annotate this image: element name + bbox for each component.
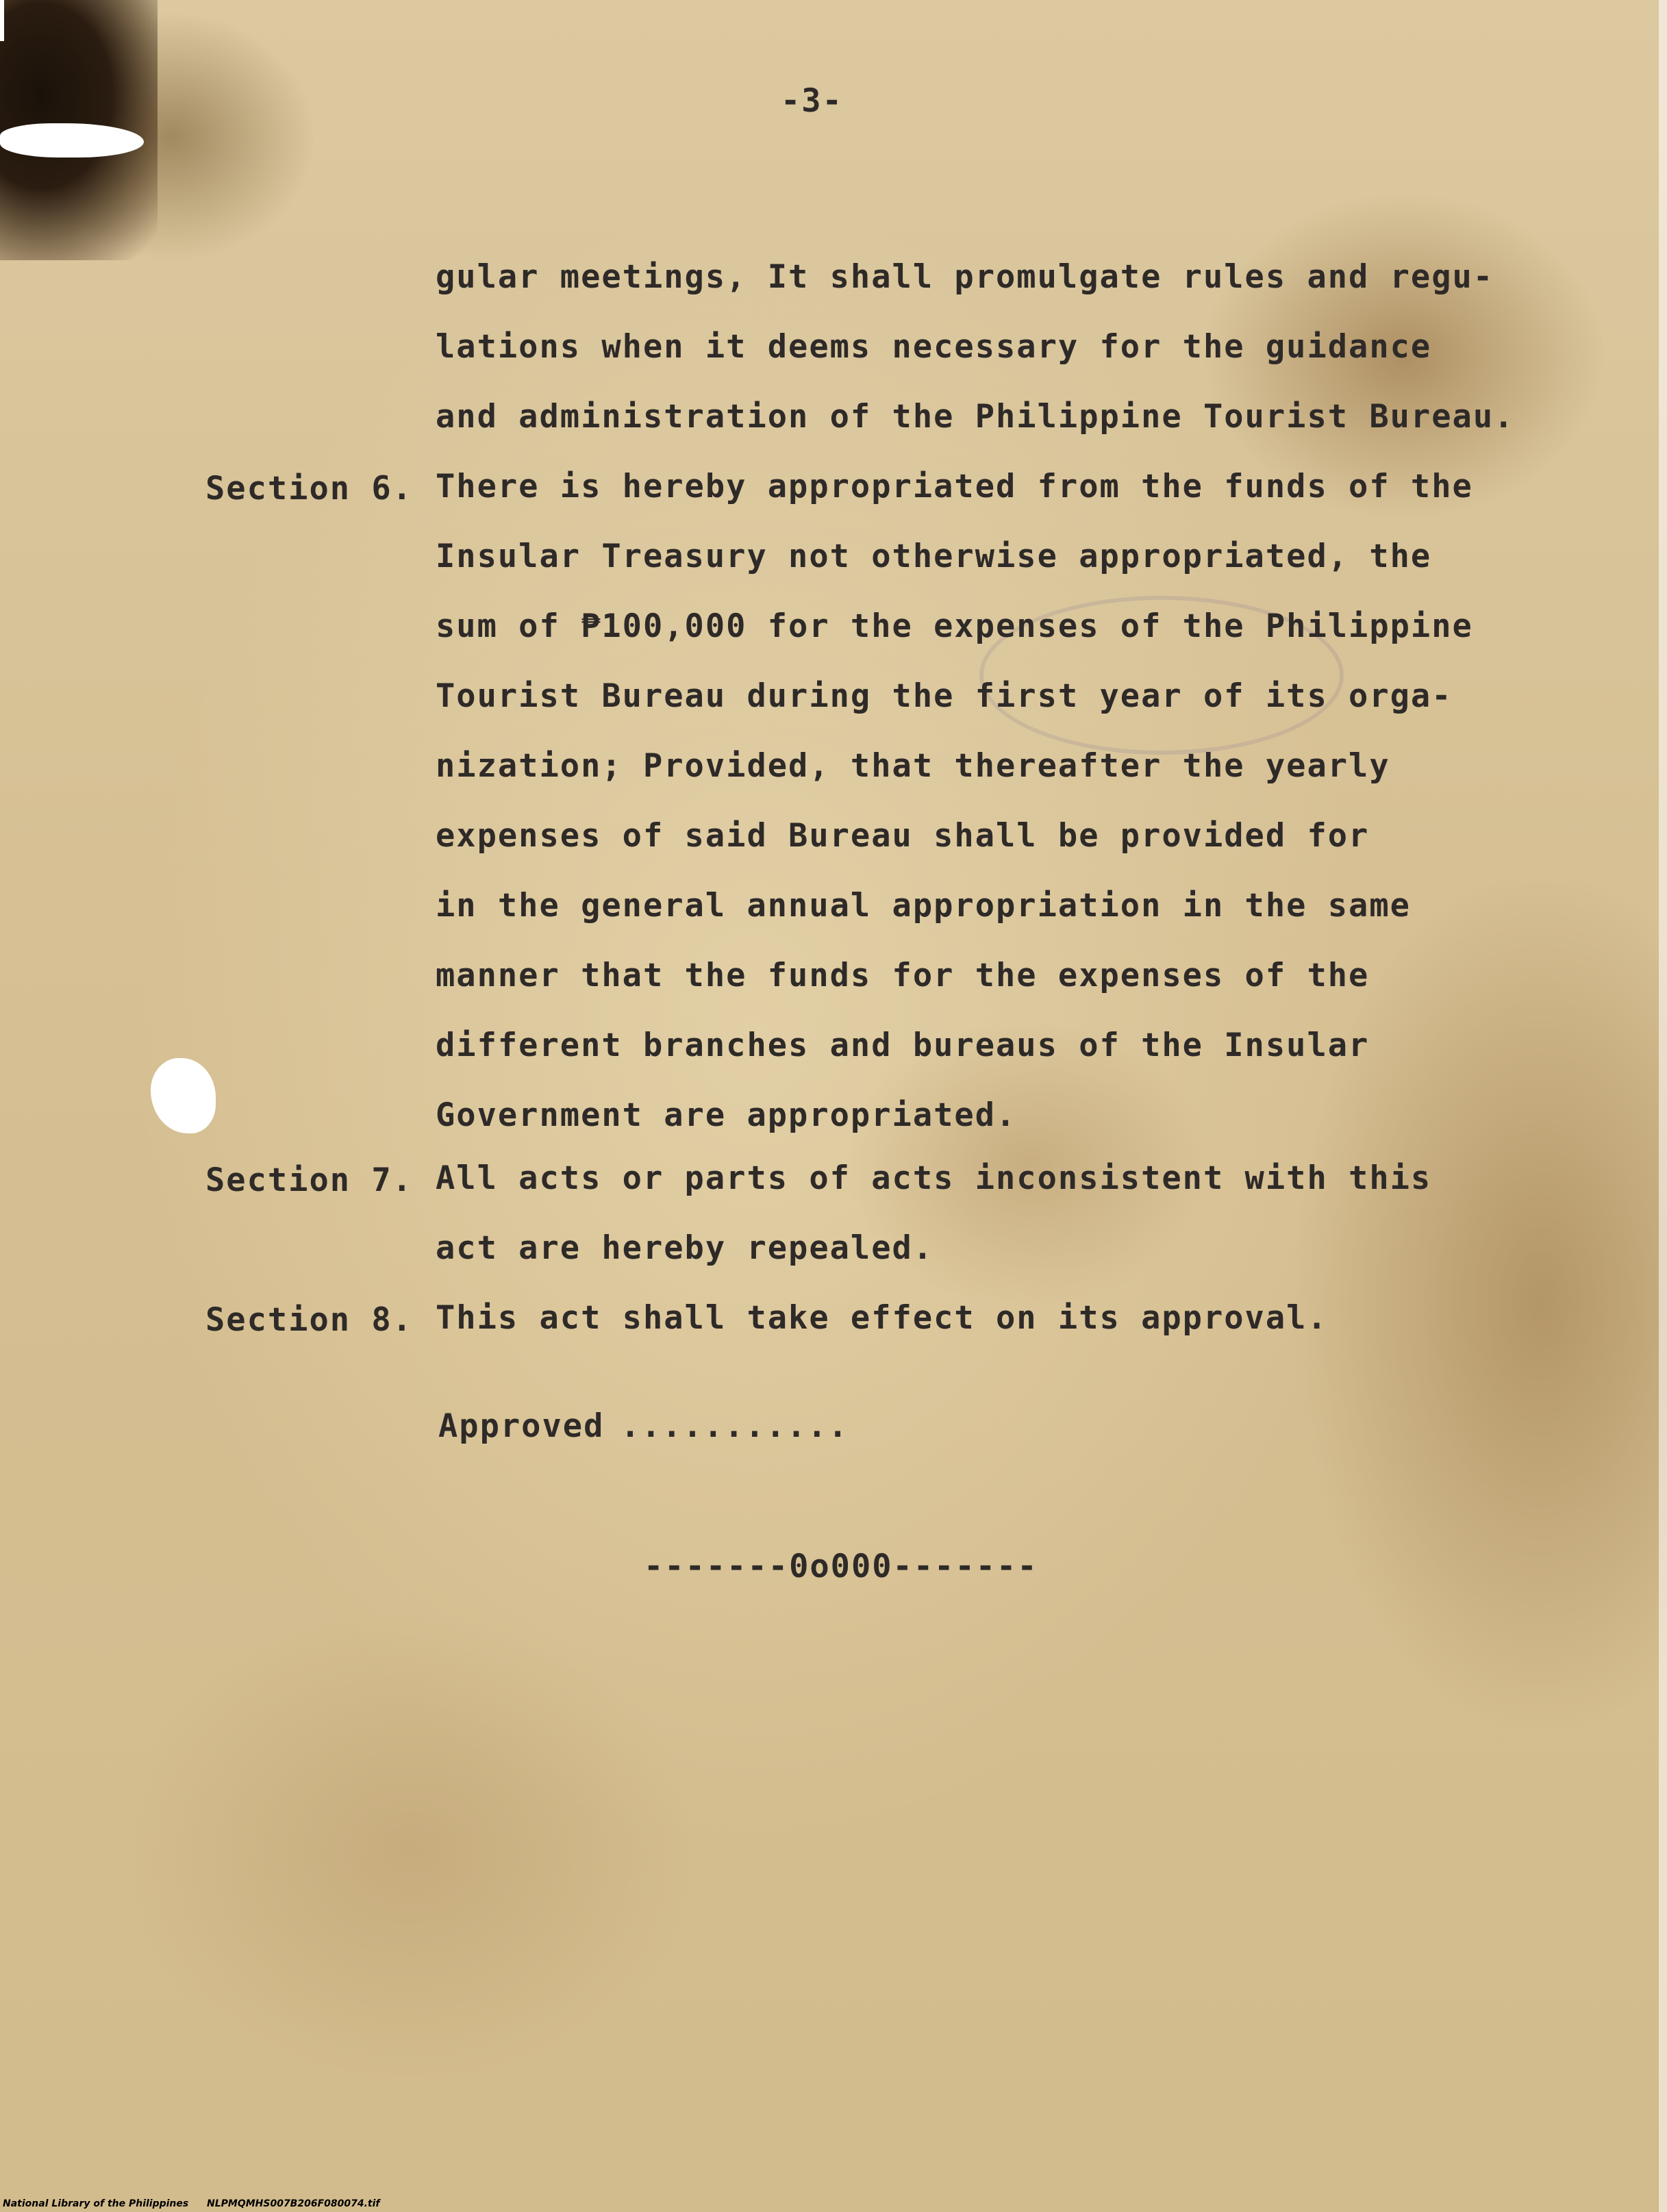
section-6-line: manner that the funds for the expenses of the — [436, 957, 1370, 994]
approved-dots: ........... — [621, 1407, 849, 1445]
section-7-line: act are hereby repealed. — [436, 1229, 934, 1267]
section-7-label: Section 7. — [205, 1161, 413, 1199]
section-6-line: Government are appropriated. — [436, 1096, 1017, 1134]
section-6-line: different branches and bureaus of the Insular — [436, 1027, 1370, 1064]
section-6-label: Section 6. — [205, 470, 413, 507]
end-mark: -------0o000------- — [644, 1548, 1038, 1585]
page-number: -3- — [781, 82, 843, 120]
body-line: gular meetings, It shall promulgate rules and regu- — [436, 258, 1494, 296]
section-7-line: All acts or parts of acts inconsistent with this — [436, 1159, 1432, 1197]
approved-label: Approved — [438, 1407, 605, 1445]
footer-file: NLPMQMHS007B206F080074.tif — [207, 2198, 380, 2209]
section-6-line: nization; Provided, that thereafter the yearly — [436, 747, 1390, 785]
scan-footer — [0, 2197, 1667, 2212]
page-edge — [1659, 0, 1667, 2212]
body-line: lations when it deems necessary for the guidance — [436, 328, 1432, 366]
section-8-line: This act shall take effect on its approval. — [436, 1299, 1328, 1337]
section-6-line: There is hereby appropriated from the funds of the — [436, 468, 1473, 505]
section-6-line: Insular Treasury not otherwise appropriated, the — [436, 538, 1432, 575]
section-6-line: sum of ₱100,000 for the expenses of the Philippine — [436, 607, 1473, 645]
body-line: and administration of the Philippine Tourist Bureau. — [436, 398, 1515, 436]
torn-edge-top — [0, 0, 4, 41]
torn-hole-left — [151, 1058, 216, 1133]
section-6-line: expenses of said Bureau shall be provided for — [436, 817, 1370, 855]
footer-library: National Library of the Philippines — [3, 2198, 189, 2209]
section-6-line: in the general annual appropriation in the same — [436, 887, 1411, 925]
section-8-label: Section 8. — [205, 1301, 413, 1339]
section-6-line: Tourist Bureau during the first year of its orga- — [436, 677, 1453, 715]
torn-hole-top — [0, 123, 144, 158]
